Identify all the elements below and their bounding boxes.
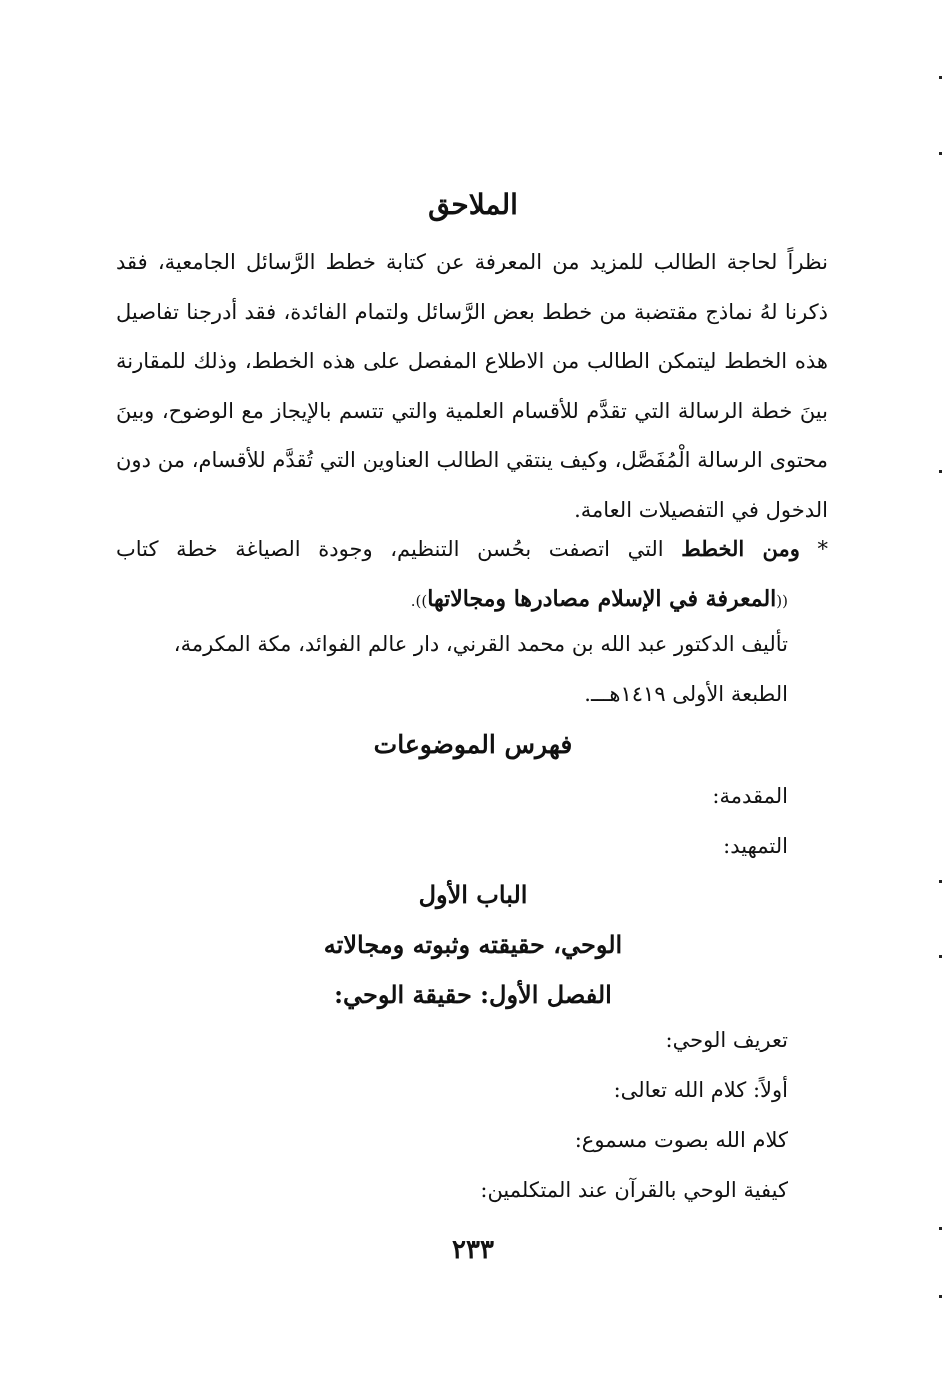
scan-speck — [939, 955, 942, 958]
open-quote: (( — [776, 592, 788, 610]
toc-item-introduction: المقدمة: — [712, 784, 788, 808]
scan-speck — [939, 1295, 942, 1298]
page-number: ٢٣٣ — [452, 1235, 494, 1265]
book-title-line — [411, 586, 788, 612]
note-lead: ومن الخطط — [681, 536, 800, 561]
note-text: التي اتصفت بحُسن التنظيم، وجودة الصياغة خطة كتاب — [116, 537, 682, 561]
section-title: الملاحق — [428, 188, 518, 221]
credit-line-2: الطبعة الأولى ١٤١٩هـــ. — [584, 682, 788, 706]
toc-title: فهرس الموضوعات — [373, 730, 573, 759]
close-quote: )). — [410, 592, 428, 610]
note-star: * — [799, 537, 829, 561]
note-line — [116, 536, 828, 561]
toc-item-quran: كيفية الوحي بالقرآن عند المتكلمين: — [480, 1178, 788, 1202]
intro-paragraph: نظراً لحاجة الطالب للمزيد من المعرفة عن كتابة خطط الرَّسائل الجامعية، فقد ذكرنا لهُ نماذج مقتضبة من خطط بعض الرَّسائل ولتمام الفائدة، فقد أدرجنا تفاصيل هذه الخطط ليتمكن الطالب من الاطلاع المفصل على هذه الخطط، وذلك للمقارنة بينَ خطة الرسالة التي تقدَّم للأقسام العلمية والتي تتسم بالإيجاز مع الوضوح، وبينَ محتوى الرسالة الْمُفَصَّل، وكيف ينتقي الطالب العناوين التي تُقدَّم للأقسام، من دون الدخول في التفصيلات العامة. — [116, 250, 828, 522]
toc-item-definition: تعريف الوحي: — [665, 1028, 788, 1052]
scan-speck — [939, 76, 942, 79]
scan-speck — [939, 152, 942, 155]
scan-speck — [939, 880, 942, 883]
scan-speck — [939, 470, 942, 473]
credit-line-1: تأليف الدكتور عبد الله بن محمد القرني، دار عالم الفوائد، مكة المكرمة، — [173, 632, 788, 656]
part-title: الباب الأول — [418, 880, 528, 909]
toc-item-audible: كلام الله بصوت مسموع: — [574, 1128, 788, 1152]
toc-item-preface: التمهيد: — [723, 834, 788, 858]
toc-item-first: أولاً: كلام الله تعالى: — [613, 1078, 788, 1102]
chapter-title: الفصل الأول: حقيقة الوحي: — [334, 980, 612, 1009]
book-title: المعرفة في الإسلام مصادرها ومجالاتها — [427, 586, 777, 612]
scan-speck — [939, 1227, 942, 1230]
part-subtitle: الوحي، حقيقته وثبوته ومجالاته — [323, 930, 623, 959]
